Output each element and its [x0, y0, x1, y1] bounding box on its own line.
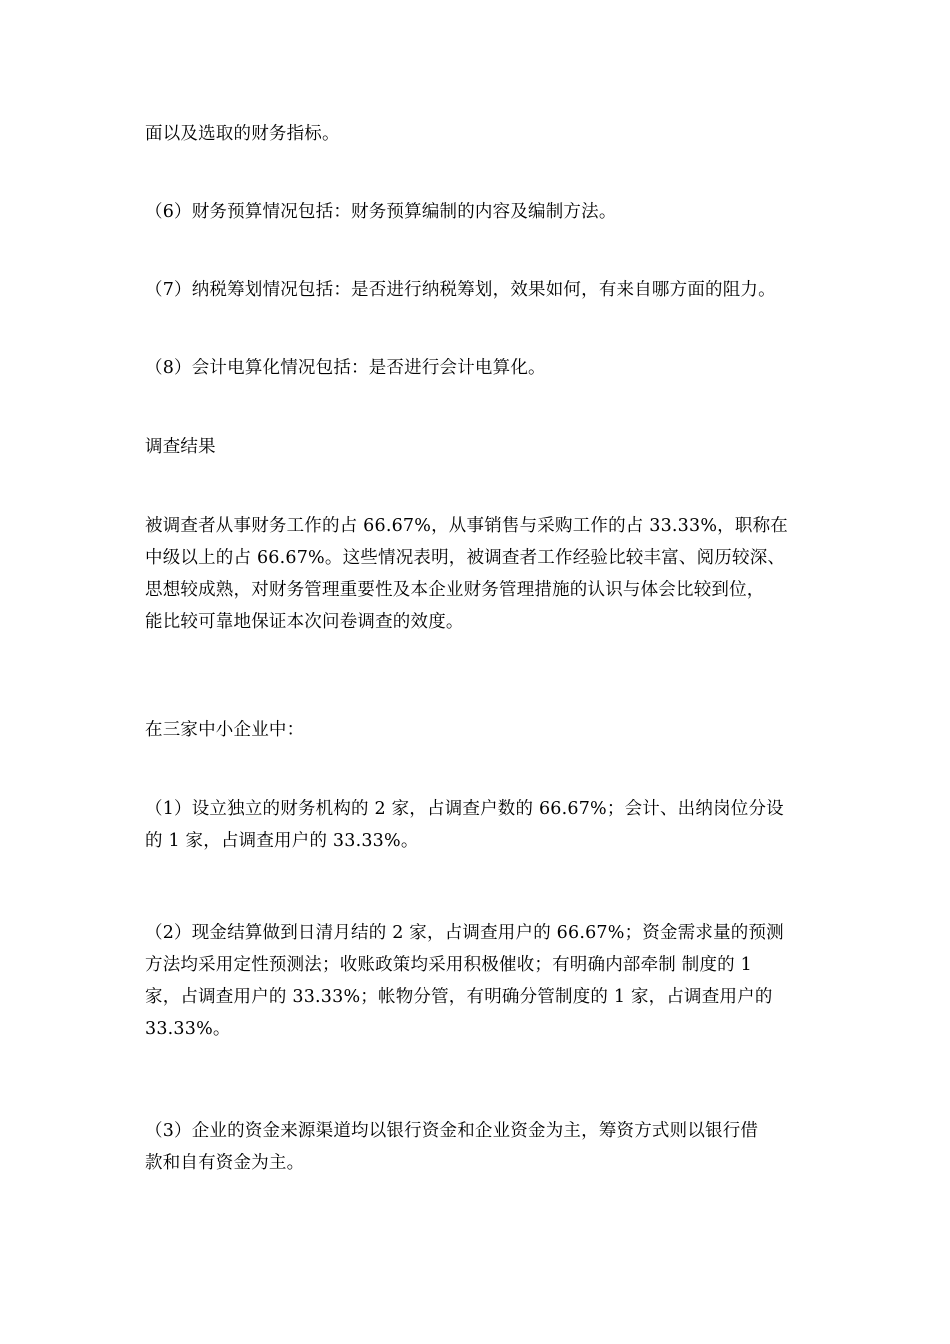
paragraph-result-2: [145, 917, 810, 1045]
text-line: 家，占调查用户的 33.33%；帐物分管，有明确分管制度的 1 家，占调查用户的: [145, 987, 773, 1007]
text-line: 33.33%。: [145, 1019, 231, 1039]
text-line: 能比较可靠地保证本次问卷调查的效度。: [145, 612, 464, 632]
text-line: （6）财务预算情况包括：财务预算编制的内容及编制方法。: [145, 202, 617, 222]
text-line: （3）企业的资金来源渠道均以银行资金和企业资金为主，筹资方式则以银行借: [145, 1121, 759, 1141]
text-line: （8）会计电算化情况包括：是否进行会计电算化。: [145, 358, 546, 378]
paragraph-three-enterprises: [145, 714, 810, 746]
section-heading-results: [145, 431, 810, 463]
paragraph-result-3: [145, 1115, 810, 1179]
text-line: 调查结果: [145, 437, 216, 457]
text-line: 的 1 家，占调查用户的 33.33%。: [145, 831, 419, 851]
text-line: 款和自有资金为主。: [145, 1153, 305, 1173]
paragraph-item-7: [145, 274, 810, 306]
paragraph-item-6: [145, 196, 810, 228]
text-line: 面以及选取的财务指标。: [145, 124, 340, 144]
paragraph-respondents: [145, 510, 810, 638]
text-line: 思想较成熟，对财务管理重要性及本企业财务管理措施的认识与体会比较到位，: [145, 580, 765, 600]
text-line: （7）纳税筹划情况包括：是否进行纳税筹划，效果如何，有来自哪方面的阻力。: [145, 280, 776, 300]
text-line: （2）现金结算做到日清月结的 2 家，占调查用户的 66.67%；资金需求量的预测: [145, 923, 784, 943]
text-line: （1）设立独立的财务机构的 2 家，占调查户数的 66.67%；会计、出纳岗位分设: [145, 799, 784, 819]
paragraph-intro-continuation: [145, 118, 810, 150]
text-line: 方法均采用定性预测法；收账政策均采用积极催收；有明确内部牵制 制度的 1: [145, 955, 752, 975]
text-line: 被调查者从事财务工作的占 66.67%，从事销售与采购工作的占 33.33%，职称在: [145, 516, 788, 536]
text-line: 在三家中小企业中：: [145, 720, 305, 740]
paragraph-item-8: [145, 352, 810, 384]
text-line: 中级以上的占 66.67%。这些情况表明，被调查者工作经验比较丰富、阅历较深、: [145, 548, 786, 568]
paragraph-result-1: [145, 793, 810, 857]
